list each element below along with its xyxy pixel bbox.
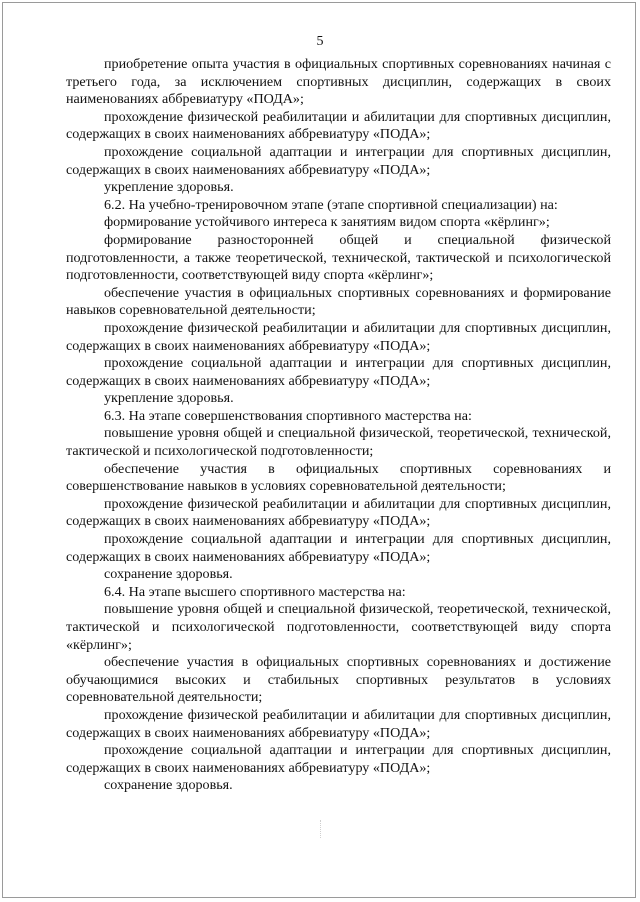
paragraph-11: укрепление здоровья. <box>104 390 234 407</box>
paragraph-20: обеспечение участия в официальных спортивных соревнованиях и достижение обучающимися высоких и стабильных спортивных результатов в условиях соревновательной деятельности; <box>66 654 611 706</box>
page-number: 5 <box>316 34 324 49</box>
section-6-3-heading: 6.3. На этапе совершенствования спортивного мастерства на: <box>104 407 472 424</box>
section-6-2-heading: 6.2. На учебно-тренировочном этапе (этапе спортивной специализации) на: <box>104 196 558 213</box>
paragraph-23: сохранение здоровья. <box>104 777 233 794</box>
paragraph-19: повышение уровня общей и специальной физической, теоретической, технической, тактической и психологической подготовленности, соответствующей виду спорта «кёрлинг»; <box>66 601 611 653</box>
paragraph-1: приобретение опыта участия в официальных спортивных соревнованиях начиная с третьего года, за исключением спортивных дисциплин, содержащих в своих наименованиях аббревиатуру «ПОДА»; <box>66 56 611 108</box>
paragraph-2: прохождение физической реабилитации и абилитации для спортивных дисциплин, содержащих в своих наименованиях аббревиатуру «ПОДА»; <box>66 108 611 143</box>
paragraph-15: прохождение физической реабилитации и абилитации для спортивных дисциплин, содержащих в своих наименованиях аббревиатуру «ПОДА»; <box>66 495 611 530</box>
paragraph-7: формирование разносторонней общей и специальной физической подготовленности, а также теоретической, технической, тактической и психологической подготовленности, соответствующей виду спорта «кёрлинг»; <box>66 231 611 284</box>
paragraph-3: прохождение социальной адаптации и интеграции для спортивных дисциплин, содержащих в своих наименованиях аббревиатуру «ПОДА»; <box>66 143 611 178</box>
paragraph-16: прохождение социальной адаптации и интеграции для спортивных дисциплин, содержащих в своих наименованиях аббревиатуру «ПОДА»; <box>66 531 611 565</box>
paragraph-17: сохранение здоровья. <box>104 566 233 583</box>
paragraph-21: прохождение физической реабилитации и абилитации для спортивных дисциплин, содержащих в своих наименованиях аббревиатуру «ПОДА»; <box>66 706 611 741</box>
paragraph-4: укрепление здоровья. <box>104 179 234 196</box>
paragraph-22: прохождение социальной адаптации и интеграции для спортивных дисциплин, содержащих в своих наименованиях аббревиатуру «ПОДА»; <box>66 742 611 776</box>
paragraph-13: повышение уровня общей и специальной физической, теоретической, технической, тактической и психологической подготовленности; <box>66 425 611 460</box>
paragraph-14: обеспечение участия в официальных спортивных соревнованиях и совершенствование навыков в условиях соревновательной деятельности; <box>66 460 611 495</box>
section-6-4-heading: 6.4. На этапе высшего спортивного мастерства на: <box>104 583 406 600</box>
paragraph-10: прохождение социальной адаптации и интеграции для спортивных дисциплин, содержащих в своих наименованиях аббревиатуру «ПОДА»; <box>66 355 611 389</box>
scan-artifact <box>320 820 323 838</box>
paragraph-6: формирование устойчивого интереса к занятиям видом спорта «кёрлинг»; <box>104 214 550 231</box>
paragraph-9: прохождение физической реабилитации и абилитации для спортивных дисциплин, содержащих в своих наименованиях аббревиатуру «ПОДА»; <box>66 319 611 354</box>
paragraph-8: обеспечение участия в официальных спортивных соревнованиях и формирование навыков соревновательной деятельности; <box>66 284 611 319</box>
document-body <box>66 56 611 795</box>
